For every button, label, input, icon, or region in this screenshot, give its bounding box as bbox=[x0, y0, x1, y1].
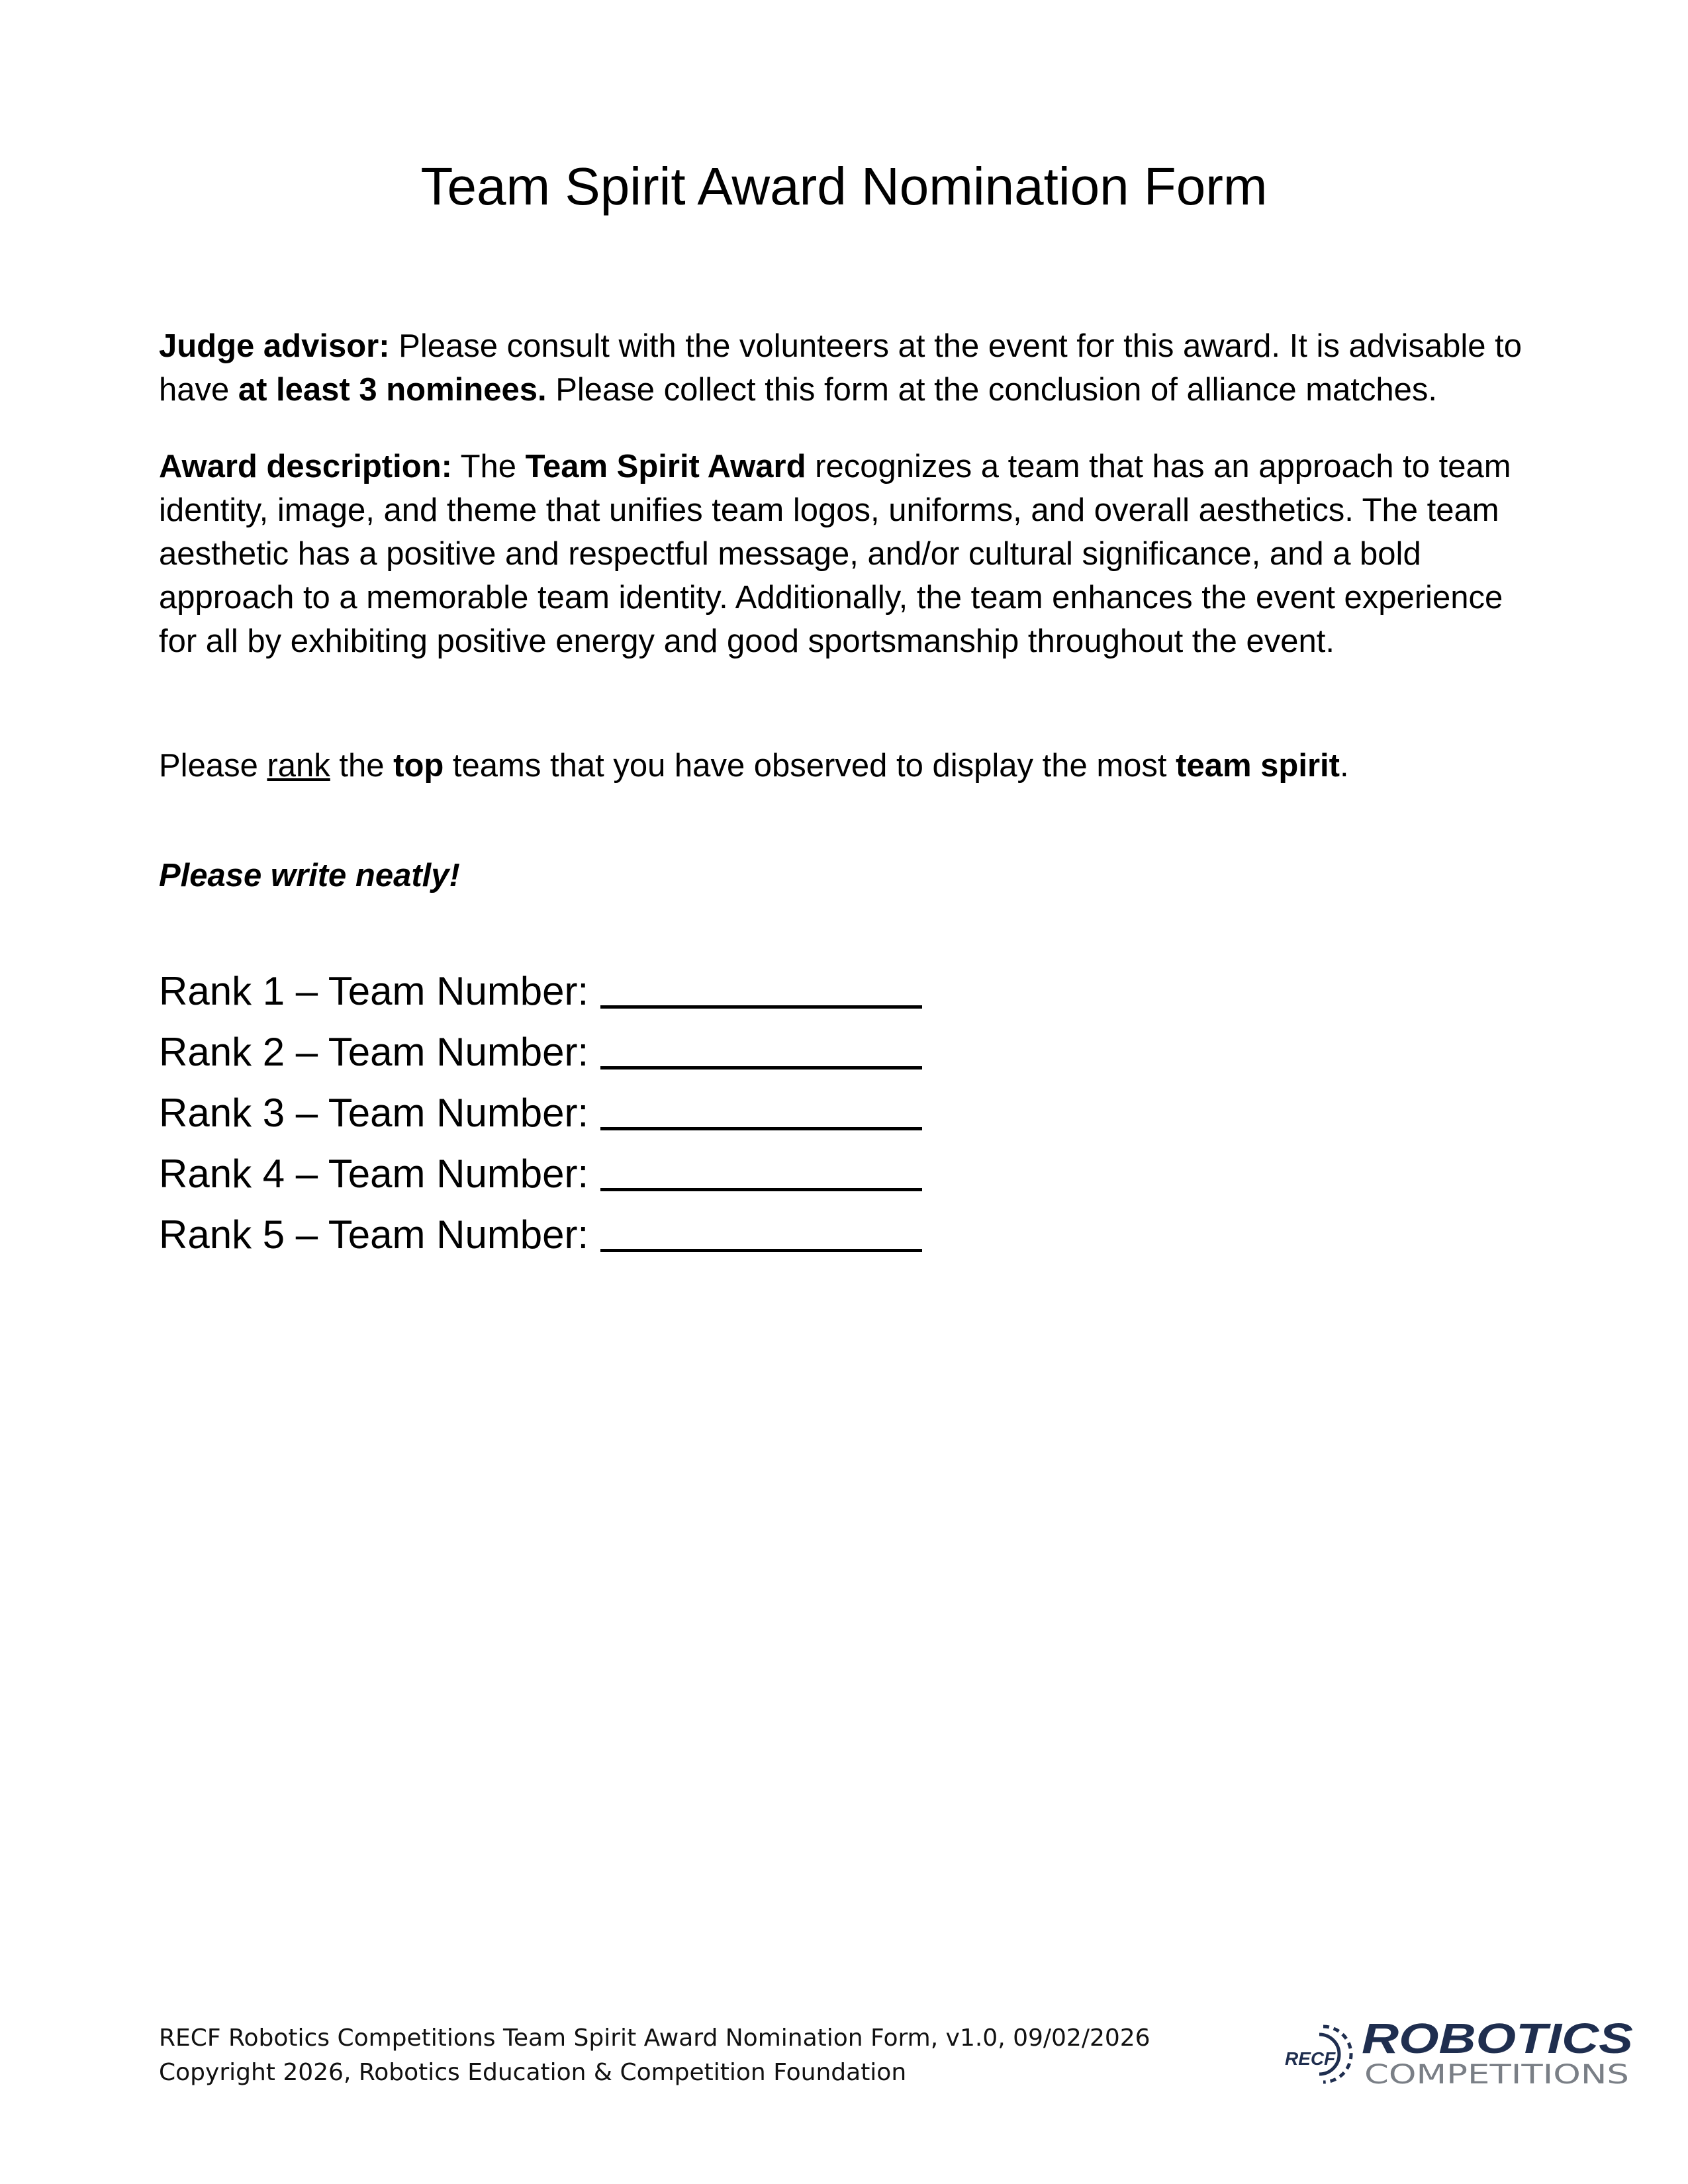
rank-instruction-text-2: the bbox=[330, 748, 394, 784]
award-description-text-1: The bbox=[451, 449, 526, 484]
judge-advisor-text-2: Please collect this form at the conclusion of alliance matches. bbox=[546, 372, 1438, 408]
rank-label-5: Rank 5 – Team Number: bbox=[159, 1212, 589, 1257]
neatness-note: Please write neatly! bbox=[159, 858, 460, 893]
award-name: Team Spirit Award bbox=[525, 449, 806, 484]
award-description-paragraph bbox=[159, 445, 1539, 663]
rank-label-1: Rank 1 – Team Number: bbox=[159, 969, 589, 1013]
judge-advisor-text-1: Please consult with the volunteers at the event for this award. It is advisable to have bbox=[159, 328, 1523, 408]
rank-instruction bbox=[159, 744, 1539, 788]
rank-line-5 bbox=[159, 1205, 922, 1265]
rank-instruction-top: top bbox=[393, 748, 444, 784]
rank-list bbox=[159, 961, 922, 1265]
rank-instruction-team-spirit: team spirit bbox=[1176, 748, 1340, 784]
judge-advisor-paragraph bbox=[159, 324, 1539, 412]
team-number-blank-1[interactable] bbox=[600, 970, 922, 1009]
rank-label-3: Rank 3 – Team Number: bbox=[159, 1091, 589, 1135]
team-number-blank-4[interactable] bbox=[600, 1152, 922, 1191]
rank-label-4: Rank 4 – Team Number: bbox=[159, 1152, 589, 1196]
rank-label-2: Rank 2 – Team Number: bbox=[159, 1030, 589, 1074]
footer bbox=[159, 2021, 1150, 2090]
team-number-blank-2[interactable] bbox=[600, 1030, 922, 1069]
footer-line-2: Copyright 2026, Robotics Education & Competition Foundation bbox=[159, 2059, 907, 2086]
rank-instruction-text-3: teams that you have observed to display the most bbox=[444, 748, 1176, 784]
logo-robotics-text: ROBOTICS bbox=[1362, 2017, 1634, 2062]
logo-competitions-text: COMPETITIONS bbox=[1364, 2060, 1629, 2090]
rank-line-1 bbox=[159, 961, 922, 1022]
rank-instruction-text-4: . bbox=[1339, 748, 1349, 784]
rank-line-4 bbox=[159, 1144, 922, 1205]
rank-instruction-underlined: rank bbox=[267, 748, 330, 784]
footer-line-1: RECF Robotics Competitions Team Spirit Award Nomination Form, v1.0, 09/02/2026 bbox=[159, 2025, 1150, 2052]
logo-recf-text: RECF bbox=[1285, 2048, 1336, 2069]
team-number-blank-5[interactable] bbox=[600, 1213, 922, 1252]
rank-line-2 bbox=[159, 1022, 922, 1083]
award-description-text-2: recognizes a team that has an approach to team identity, image, and theme that unifies team logos, uniforms, and overall aesthetics. The team aesthetic has a positive and respectful message, and/or cultural significance, and a bold approach to a memorable team identity. Additionally, the team enhances the event experience for all by exhibiting positive energy and good sportsmanship throughout the event. bbox=[159, 449, 1511, 659]
judge-advisor-label: Judge advisor: bbox=[159, 328, 390, 364]
judge-advisor-nominees: at least 3 nominees. bbox=[238, 372, 547, 408]
recf-robotics-competitions-logo bbox=[1281, 2017, 1638, 2091]
rank-instruction-text-1: Please bbox=[159, 748, 267, 784]
page-title: Team Spirit Award Nomination Form bbox=[420, 157, 1268, 216]
rank-line-3 bbox=[159, 1083, 922, 1144]
team-number-blank-3[interactable] bbox=[600, 1091, 922, 1130]
award-description-label: Award description: bbox=[159, 449, 452, 484]
